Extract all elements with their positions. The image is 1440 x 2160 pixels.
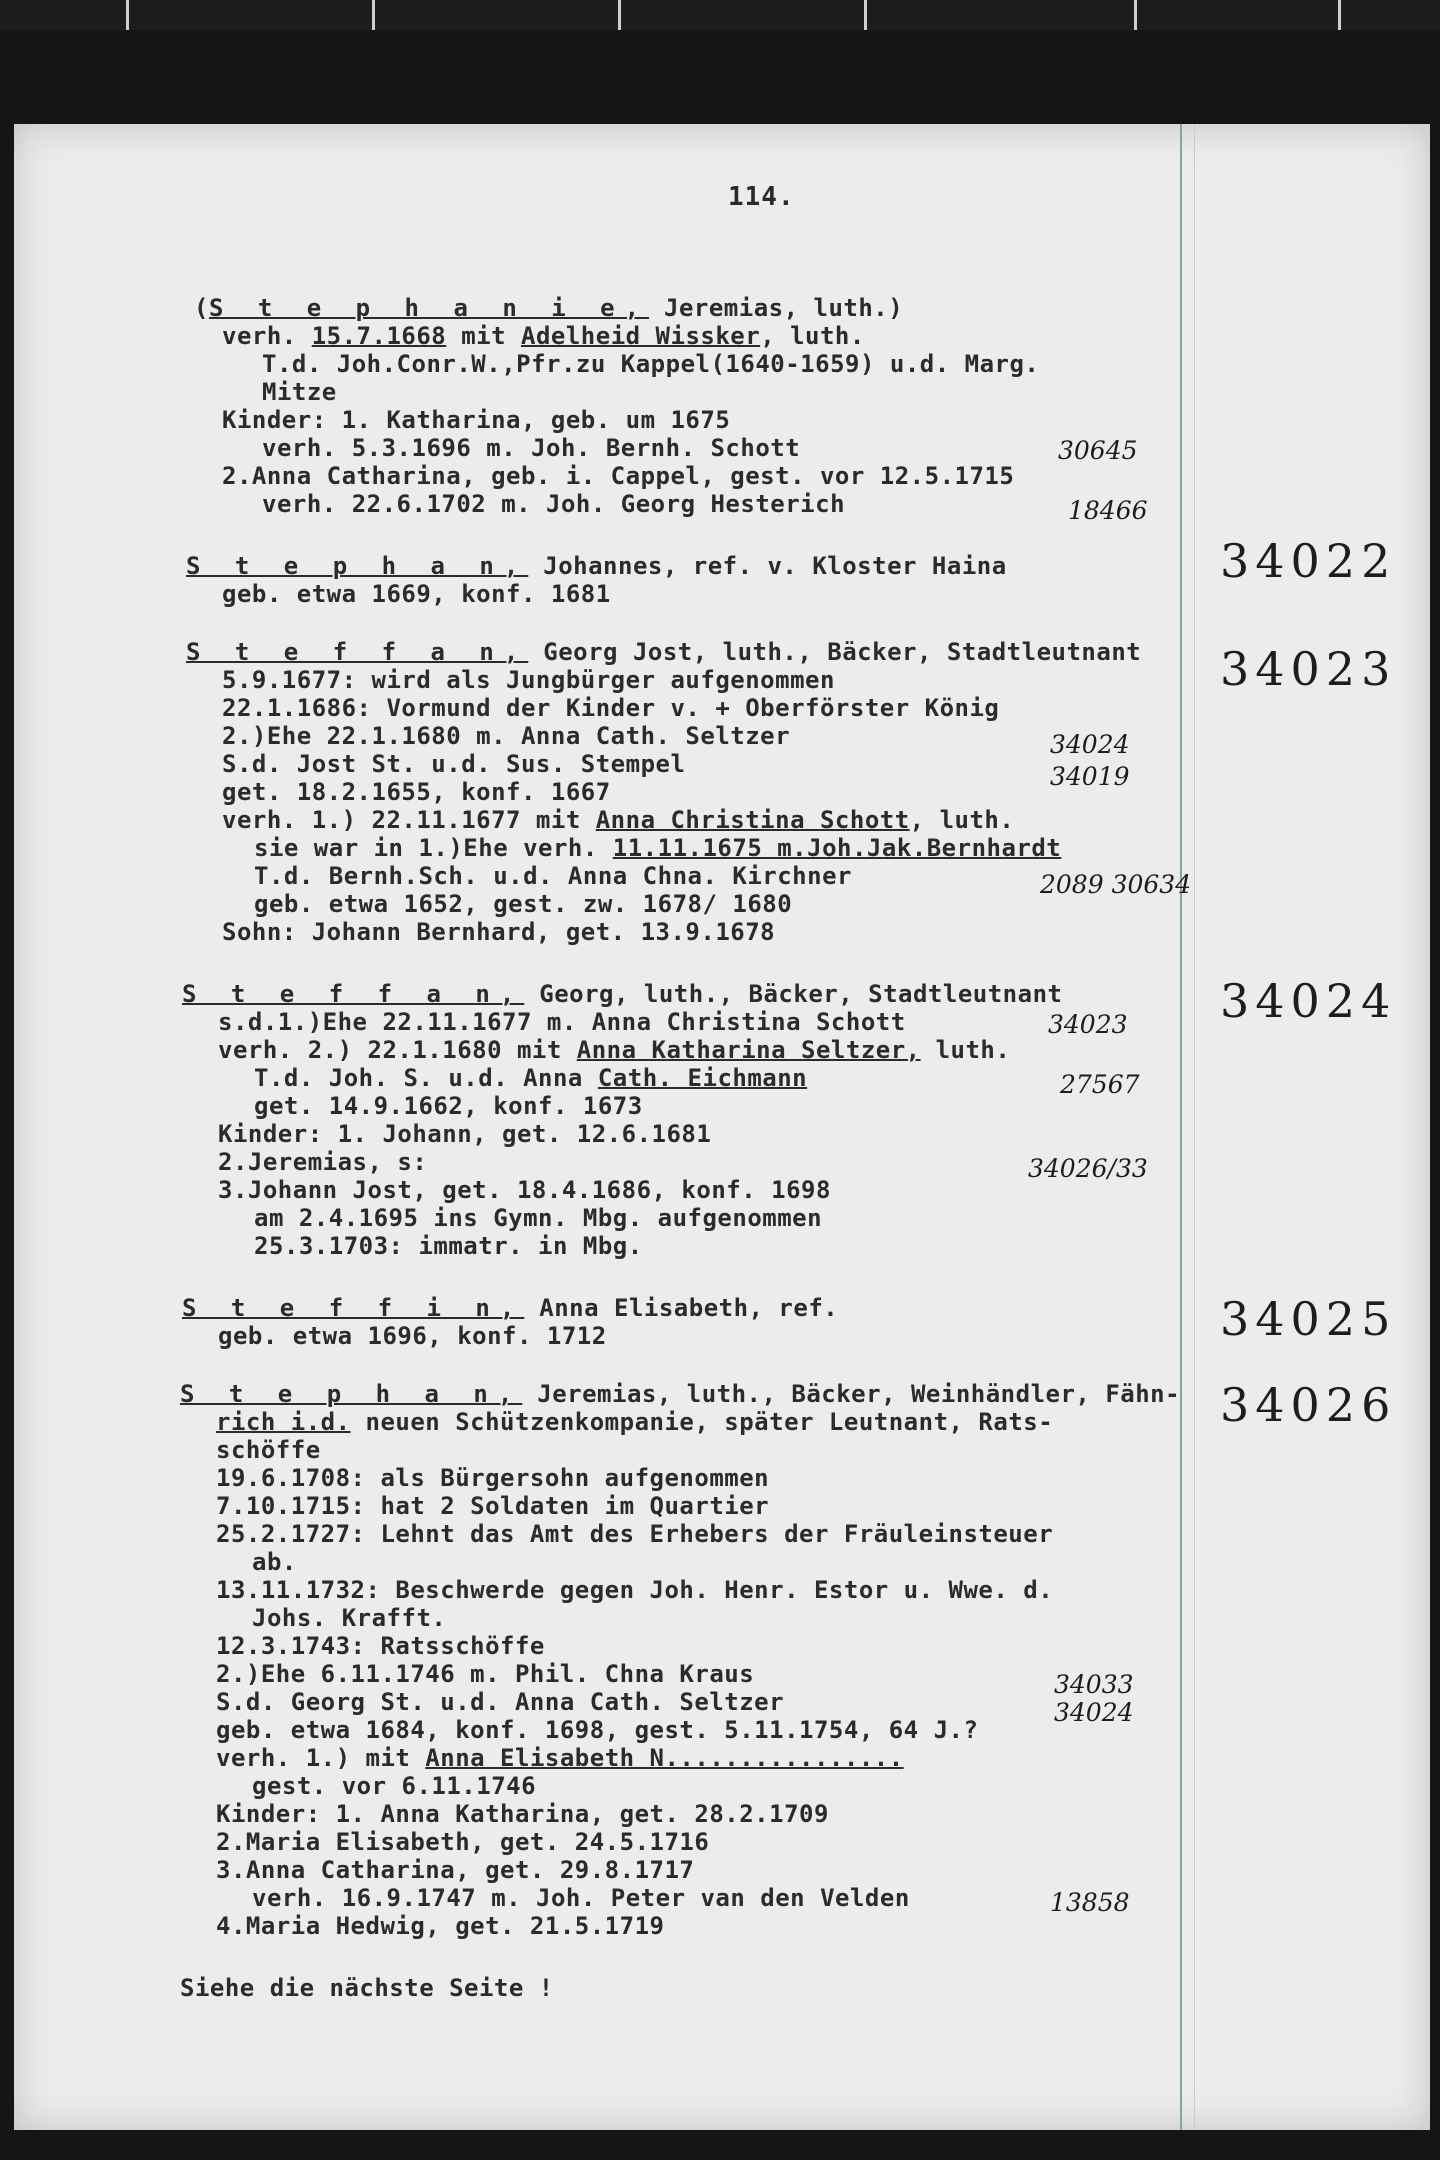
handwritten-reference: 34024: [1054, 1698, 1134, 1727]
entry-line: 22.1.1686: Vormund der Kinder v. + Oberförster König: [222, 694, 1000, 722]
entry-line: get. 14.9.1662, konf. 1673: [254, 1092, 643, 1120]
text: verh.: [222, 322, 312, 350]
text: verh. 1.) 22.11.1677 mit: [222, 806, 596, 834]
entry-line: [254, 1064, 807, 1092]
text: Cath. Eichmann: [597, 1064, 808, 1092]
record-number: 34022: [1220, 534, 1397, 588]
entry-line: verh. 22.6.1702 m. Joh. Georg Hesterich: [262, 490, 846, 518]
surname: S t e f f a n,: [186, 638, 529, 666]
entry-line: gest. vor 6.11.1746: [252, 1772, 537, 1800]
entry-heading: [182, 980, 1062, 1008]
entry-line: T.d. Joh.Conr.W.,Pfr.zu Kappel(1640-1659) u.d. Marg.: [262, 350, 1040, 378]
surname: S t e f f i n,: [182, 1294, 525, 1322]
entry-line: [218, 1036, 1010, 1064]
text: luth.: [920, 1036, 1011, 1064]
entry-line: 2.)Ehe 6.11.1746 m. Phil. Chna Kraus: [216, 1660, 755, 1688]
entry-line: am 2.4.1695 ins Gymn. Mbg. aufgenommen: [254, 1204, 823, 1232]
entry-line: 19.6.1708: als Bürgersohn aufgenommen: [216, 1464, 770, 1492]
entry-heading: [186, 638, 1141, 666]
film-strip: [0, 0, 1440, 30]
text: Georg Jost, luth., Bäcker, Stadtleutnant: [528, 638, 1142, 666]
spouse-name: Adelheid Wissker: [521, 322, 761, 350]
entry-heading: [186, 552, 1007, 580]
margin-rule: [1180, 124, 1182, 2130]
entry-heading: [194, 294, 903, 322]
text: , luth.: [760, 322, 865, 350]
surname: S t e f f a n,: [182, 980, 525, 1008]
text: 11.11.1675 m.Joh.Jak.Bernhardt: [612, 834, 1062, 862]
text: rich i.d.: [216, 1408, 351, 1436]
handwritten-reference: 34026/33: [1028, 1154, 1148, 1183]
entry-heading: [180, 1380, 1180, 1408]
text: Anna Elisabeth, ref.: [524, 1294, 839, 1322]
entry-line: verh. 5.3.1696 m. Joh. Bernh. Schott: [262, 434, 801, 462]
entry-line: 12.3.1743: Ratsschöffe: [216, 1632, 545, 1660]
handwritten-reference: 34033: [1054, 1670, 1134, 1699]
text: (: [194, 294, 209, 322]
handwritten-reference: 34019: [1050, 762, 1130, 791]
entry-line: ab.: [252, 1548, 297, 1576]
entry-line: geb. etwa 1684, konf. 1698, gest. 5.11.1754, 64 J.?: [216, 1716, 979, 1744]
entry-line: 2.Maria Elisabeth, get. 24.5.1716: [216, 1828, 710, 1856]
page-number: 114.: [728, 182, 795, 212]
text: neuen Schützenkompanie, später Leutnant, Rats-: [350, 1408, 1054, 1436]
spouse-name: Anna Katharina Seltzer,: [576, 1036, 921, 1064]
entry-line: verh. 16.9.1747 m. Joh. Peter van den Velden: [252, 1884, 910, 1912]
entry-line: 3.Johann Jost, get. 18.4.1686, konf. 1698: [218, 1176, 831, 1204]
film-mark: [618, 0, 621, 30]
entry-line: [216, 1408, 1053, 1436]
entry-line: S.d. Georg St. u.d. Anna Cath. Seltzer: [216, 1688, 785, 1716]
entry-line: Kinder: 1. Anna Katharina, get. 28.2.1709: [216, 1800, 829, 1828]
entry-heading: [182, 1294, 838, 1322]
entry-line: 2.Jeremias, s:: [218, 1148, 428, 1176]
text: sie war in 1.)Ehe verh.: [254, 834, 613, 862]
handwritten-reference: 34024: [1050, 730, 1130, 759]
entry-line: [254, 834, 1061, 862]
entry-line: [222, 806, 1014, 834]
record-number: 34023: [1220, 642, 1397, 696]
text: Jeremias, luth.): [649, 294, 904, 322]
record-number: 34026: [1220, 1378, 1397, 1432]
film-mark: [864, 0, 867, 30]
entry-line: Johs. Krafft.: [252, 1604, 447, 1632]
spouse-name: Anna Christina Schott: [595, 806, 910, 834]
entry-line: S.d. Jost St. u.d. Sus. Stempel: [222, 750, 686, 778]
handwritten-reference: 27567: [1060, 1070, 1140, 1099]
entry-line: 25.3.1703: immatr. in Mbg.: [254, 1232, 643, 1260]
text: Jeremias, luth., Bäcker, Weinhändler, Fähn-: [522, 1380, 1181, 1408]
surname: S t e p h a n,: [186, 552, 529, 580]
film-mark: [372, 0, 375, 30]
surname: S t e p h a n,: [180, 1380, 523, 1408]
surname: S t e p h a n i e,: [208, 294, 650, 322]
text: verh. 2.) 22.1.1680 mit: [218, 1036, 577, 1064]
entry-line: geb. etwa 1696, konf. 1712: [218, 1322, 607, 1350]
text: Johannes, ref. v. Kloster Haina: [528, 552, 1007, 580]
handwritten-reference: 18466: [1068, 496, 1148, 525]
text: 15.7.1668: [311, 322, 447, 350]
text: verh. 1.) mit: [216, 1744, 426, 1772]
entry-line: schöffe: [216, 1436, 321, 1464]
entry-line: [216, 1744, 904, 1772]
entry-line: Kinder: 1. Katharina, geb. um 1675: [222, 406, 731, 434]
footer-note: Siehe die nächste Seite !: [180, 1974, 554, 2002]
entry-line: s.d.1.)Ehe 22.11.1677 m. Anna Christina Schott: [218, 1008, 906, 1036]
spouse-name: Anna Elisabeth N................: [425, 1744, 904, 1772]
entry-line: T.d. Bernh.Sch. u.d. Anna Chna. Kirchner: [254, 862, 852, 890]
entry-line: geb. etwa 1652, gest. zw. 1678/ 1680: [254, 890, 793, 918]
film-mark: [1134, 0, 1137, 30]
handwritten-reference: 30645: [1058, 436, 1138, 465]
record-number: 34024: [1220, 974, 1397, 1028]
entry-line: 25.2.1727: Lehnt das Amt des Erhebers der Fräuleinsteuer: [216, 1520, 1054, 1548]
film-mark: [126, 0, 129, 30]
margin-rule: [1194, 124, 1195, 2130]
entry-line: 5.9.1677: wird als Jungbürger aufgenommen: [222, 666, 835, 694]
text: , luth.: [909, 806, 1015, 834]
entry-line: [222, 322, 865, 350]
film-mark: [1338, 0, 1341, 30]
entry-line: 7.10.1715: hat 2 Soldaten im Quartier: [216, 1492, 770, 1520]
entry-line: get. 18.2.1655, konf. 1667: [222, 778, 611, 806]
handwritten-reference: 2089 30634: [1040, 870, 1192, 899]
entry-line: 4.Maria Hedwig, get. 21.5.1719: [216, 1912, 665, 1940]
document-page: [14, 124, 1430, 2130]
entry-line: 13.11.1732: Beschwerde gegen Joh. Henr. Estor u. Wwe. d.: [216, 1576, 1054, 1604]
handwritten-reference: 34023: [1048, 1010, 1128, 1039]
entry-line: 2.)Ehe 22.1.1680 m. Anna Cath. Seltzer: [222, 722, 791, 750]
entry-line: 3.Anna Catharina, get. 29.8.1717: [216, 1856, 695, 1884]
text: mit: [446, 322, 521, 350]
handwritten-reference: 13858: [1050, 1888, 1130, 1917]
text: Georg, luth., Bäcker, Stadtleutnant: [524, 980, 1063, 1008]
entry-line: Sohn: Johann Bernhard, get. 13.9.1678: [222, 918, 776, 946]
entry-line: Kinder: 1. Johann, get. 12.6.1681: [218, 1120, 712, 1148]
entry-line: geb. etwa 1669, konf. 1681: [222, 580, 611, 608]
entry-line: 2.Anna Catharina, geb. i. Cappel, gest. vor 12.5.1715: [222, 462, 1015, 490]
entry-line: Mitze: [262, 378, 337, 406]
text: T.d. Joh. S. u.d. Anna: [254, 1064, 598, 1092]
record-number: 34025: [1220, 1292, 1397, 1346]
